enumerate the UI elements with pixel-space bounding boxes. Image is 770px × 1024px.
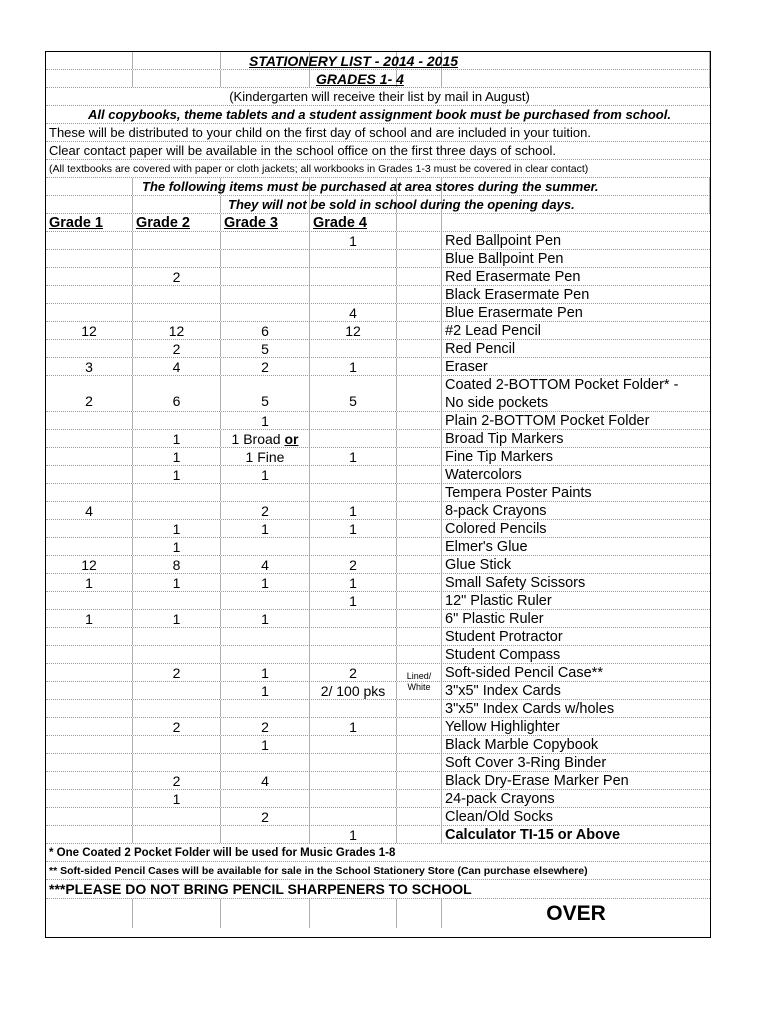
column-header-row bbox=[46, 214, 710, 232]
page-title: STATIONERY LIST - 2014 - 2015 bbox=[249, 52, 459, 69]
over-row bbox=[46, 899, 710, 928]
table-row bbox=[46, 322, 710, 340]
item-name: Small Safety Scissors bbox=[445, 574, 586, 591]
table-row bbox=[46, 754, 710, 772]
item-name: Tempera Poster Paints bbox=[445, 484, 592, 501]
table-row bbox=[46, 304, 710, 322]
qty-g4: 1 bbox=[310, 574, 397, 591]
item-name: #2 Lead Pencil bbox=[445, 322, 541, 339]
table-row: 2 6 5 5 Coated 2-BOTTOM Pocket Folder* - No side pockets bbox=[46, 376, 710, 412]
qty-g2 bbox=[133, 232, 221, 249]
qty-note bbox=[397, 646, 442, 663]
textbooks-note: (All textbooks are covered with paper or cloth jackets; all workbooks in Grades 1-3 must be covered in clear contact) bbox=[49, 162, 589, 175]
qty-note bbox=[397, 772, 442, 789]
qty-g1 bbox=[46, 592, 133, 609]
qty-g3 bbox=[221, 232, 310, 249]
qty-g1: 4 bbox=[46, 502, 133, 519]
qty-note bbox=[397, 700, 442, 717]
qty-g4: 4 bbox=[310, 304, 397, 321]
table-row bbox=[46, 520, 710, 538]
qty-g4 bbox=[310, 610, 397, 627]
textbooks-row bbox=[46, 160, 710, 178]
qty-g3 bbox=[221, 484, 310, 501]
qty-note bbox=[397, 574, 442, 591]
item-name: 8-pack Crayons bbox=[445, 502, 547, 519]
item-name: Soft Cover 3-Ring Binder bbox=[445, 754, 607, 771]
qty-g1: 1 bbox=[46, 574, 133, 591]
lined-note: Lined/ bbox=[406, 671, 432, 681]
qty-note bbox=[397, 286, 442, 303]
qty-g2: 1 bbox=[133, 448, 221, 465]
item-name: Blue Ballpoint Pen bbox=[445, 250, 564, 267]
item-name: Plain 2-BOTTOM Pocket Folder bbox=[445, 412, 650, 429]
qty-g1: 12 bbox=[46, 556, 133, 573]
qty-note bbox=[397, 520, 442, 537]
table-row bbox=[46, 358, 710, 376]
table-row bbox=[46, 538, 710, 556]
qty-g3 bbox=[221, 304, 310, 321]
qty-note bbox=[397, 340, 442, 357]
table-row bbox=[46, 232, 710, 250]
qty-note bbox=[397, 250, 442, 267]
qty-g1 bbox=[46, 232, 133, 249]
qty-g4 bbox=[310, 628, 397, 645]
table-row bbox=[46, 412, 710, 430]
qty-g1 bbox=[46, 340, 133, 357]
contact-paper-row bbox=[46, 142, 710, 160]
qty-g2: 1 bbox=[133, 610, 221, 627]
stationery-list-sheet bbox=[45, 51, 711, 938]
pencil-case-footnote: ** Soft-sided Pencil Cases will be available for sale in the School Stationery Store (Can purchase elsewhere) bbox=[49, 864, 588, 877]
qty-g1: 3 bbox=[46, 358, 133, 375]
item-name: Fine Tip Markers bbox=[445, 448, 553, 465]
item-name: 12" Plastic Ruler bbox=[445, 592, 552, 609]
table-row: 2 1 2 Lined/ Soft-sided Pencil Case** bbox=[46, 664, 710, 682]
qty-note bbox=[397, 556, 442, 573]
table-row bbox=[46, 448, 710, 466]
item-name: Black Erasermate Pen bbox=[445, 286, 590, 303]
qty-g3: 2 bbox=[221, 718, 310, 735]
table-row bbox=[46, 700, 710, 718]
qty-g1 bbox=[46, 286, 133, 303]
qty-g3 bbox=[221, 700, 310, 717]
table-row bbox=[46, 340, 710, 358]
qty-g4 bbox=[310, 736, 397, 753]
kinder-row bbox=[46, 88, 710, 106]
qty-g2 bbox=[133, 412, 221, 429]
qty-g4 bbox=[310, 340, 397, 357]
qty-g1: 1 bbox=[46, 610, 133, 627]
qty-g4: 1 bbox=[310, 520, 397, 537]
qty-g2: 1 bbox=[133, 466, 221, 483]
qty-g4: 1 bbox=[310, 358, 397, 375]
qty-g2 bbox=[133, 286, 221, 303]
qty-g4: 1 bbox=[310, 718, 397, 735]
qty-g3: 6 bbox=[221, 322, 310, 339]
kindergarten-note: (Kindergarten will receive their list by mail in August) bbox=[229, 89, 530, 104]
table-row bbox=[46, 286, 710, 304]
qty-note bbox=[397, 538, 442, 555]
item-name: Student Protractor bbox=[445, 628, 563, 645]
qty-g4 bbox=[310, 286, 397, 303]
table-row bbox=[46, 772, 710, 790]
item-name: 3"x5" Index Cards bbox=[445, 682, 561, 699]
table-row bbox=[46, 484, 710, 502]
qty-g1: 12 bbox=[46, 322, 133, 339]
item-name: Black Marble Copybook bbox=[445, 736, 599, 753]
qty-g1 bbox=[46, 628, 133, 645]
qty-g3 bbox=[221, 592, 310, 609]
table-row bbox=[46, 250, 710, 268]
qty-g1 bbox=[46, 250, 133, 267]
distributed-row bbox=[46, 124, 710, 142]
qty-g4 bbox=[310, 250, 397, 267]
qty-g4: 2 bbox=[310, 556, 397, 573]
item-name: Glue Stick bbox=[445, 556, 512, 573]
qty-g1 bbox=[46, 790, 133, 807]
qty-g3: 1 bbox=[221, 520, 310, 537]
qty-g4: 12 bbox=[310, 322, 397, 339]
qty-g2 bbox=[133, 736, 221, 753]
qty-g4 bbox=[310, 808, 397, 825]
qty-g1 bbox=[46, 538, 133, 555]
qty-g4 bbox=[310, 754, 397, 771]
item-name: 6" Plastic Ruler bbox=[445, 610, 544, 627]
qty-g2 bbox=[133, 304, 221, 321]
qty-g3: 1 bbox=[221, 412, 310, 429]
qty-g2: 1 bbox=[133, 538, 221, 555]
qty-g2: 4 bbox=[133, 358, 221, 375]
item-name: Black Dry-Erase Marker Pen bbox=[445, 772, 629, 789]
item-name: Watercolors bbox=[445, 466, 522, 483]
item-rows-a bbox=[46, 232, 710, 376]
item-name: Blue Erasermate Pen bbox=[445, 304, 583, 321]
not-sold-row bbox=[46, 196, 710, 214]
qty-note bbox=[397, 268, 442, 285]
table-row bbox=[46, 268, 710, 286]
qty-g2 bbox=[133, 808, 221, 825]
qty-g3: 2 bbox=[221, 358, 310, 375]
qty-g2 bbox=[133, 250, 221, 267]
item-name: Red Erasermate Pen bbox=[445, 268, 581, 285]
item-rows-c bbox=[46, 448, 710, 664]
qty-g1 bbox=[46, 700, 133, 717]
qty-g1 bbox=[46, 772, 133, 789]
qty-g2: 2 bbox=[133, 340, 221, 357]
qty-g4: 1 bbox=[310, 592, 397, 609]
qty-g2: 8 bbox=[133, 556, 221, 573]
qty-note bbox=[397, 412, 442, 429]
item-name: Elmer's Glue bbox=[445, 538, 528, 555]
column-header-grade-1: Grade 1 bbox=[46, 214, 133, 231]
qty-note bbox=[397, 232, 442, 249]
stores-note: The following items must be purchased at area stores during the summer. bbox=[142, 179, 599, 194]
grades-row bbox=[46, 70, 710, 88]
qty-g2 bbox=[133, 700, 221, 717]
qty-g3: 2 bbox=[221, 808, 310, 825]
qty-g4 bbox=[310, 772, 397, 789]
item-name: Calculator TI-15 or Above bbox=[445, 826, 621, 843]
qty-note bbox=[397, 736, 442, 753]
table-row bbox=[46, 718, 710, 736]
qty-g3: 1 bbox=[221, 736, 310, 753]
qty-g4 bbox=[310, 646, 397, 663]
qty-note bbox=[397, 718, 442, 735]
qty-g1 bbox=[46, 412, 133, 429]
qty-g3 bbox=[221, 646, 310, 663]
qty-g4 bbox=[310, 466, 397, 483]
qty-g4 bbox=[310, 538, 397, 555]
column-header-grade-4: Grade 4 bbox=[310, 214, 397, 231]
qty-note bbox=[397, 808, 442, 825]
table-row bbox=[46, 502, 710, 520]
qty-g2 bbox=[133, 592, 221, 609]
distributed-note: These will be distributed to your child on the first day of school and are included in your tuition. bbox=[49, 125, 591, 140]
item-name: Soft-sided Pencil Case** bbox=[445, 664, 603, 681]
qty-g3: 5 bbox=[221, 340, 310, 357]
item-name: Colored Pencils bbox=[445, 520, 547, 537]
qty-note bbox=[397, 358, 442, 375]
item-name: 24-pack Crayons bbox=[445, 790, 555, 807]
qty-g3 bbox=[221, 790, 310, 807]
sharpeners-row bbox=[46, 880, 710, 899]
qty-g4 bbox=[310, 268, 397, 285]
folder-footnote-row bbox=[46, 844, 710, 862]
item-name: Eraser bbox=[445, 358, 488, 375]
qty-g1 bbox=[46, 754, 133, 771]
qty-g2: 1 bbox=[133, 520, 221, 537]
qty-g2 bbox=[133, 754, 221, 771]
table-row bbox=[46, 610, 710, 628]
table-row bbox=[46, 556, 710, 574]
qty-g3: 1 bbox=[221, 610, 310, 627]
table-row: 1 1 Broad or Broad Tip Markers bbox=[46, 430, 710, 448]
qty-g3 bbox=[221, 268, 310, 285]
qty-g3: 1 bbox=[221, 574, 310, 591]
qty-g2: 2 bbox=[133, 718, 221, 735]
broad-or-fine-cell: 1 Broad or bbox=[221, 430, 310, 447]
item-name: 3"x5" Index Cards w/holes bbox=[445, 700, 615, 717]
qty-g1 bbox=[46, 808, 133, 825]
qty-g1 bbox=[46, 718, 133, 735]
title-row bbox=[46, 52, 710, 70]
qty-g1 bbox=[46, 736, 133, 753]
column-header-grade-2: Grade 2 bbox=[133, 214, 221, 231]
table-row bbox=[46, 574, 710, 592]
qty-g1 bbox=[46, 646, 133, 663]
table-row bbox=[46, 646, 710, 664]
qty-g1 bbox=[46, 268, 133, 285]
qty-note bbox=[397, 754, 442, 771]
qty-g2: 2 bbox=[133, 772, 221, 789]
qty-g3 bbox=[221, 754, 310, 771]
qty-g3 bbox=[221, 286, 310, 303]
sharpeners-warning: ***PLEASE DO NOT BRING PENCIL SHARPENERS TO SCHOOL bbox=[49, 881, 472, 897]
qty-g2 bbox=[133, 484, 221, 501]
qty-note bbox=[397, 592, 442, 609]
qty-note bbox=[397, 466, 442, 483]
table-row: 1 Calculator TI-15 or Above bbox=[46, 826, 710, 844]
item-name: Clean/Old Socks bbox=[445, 808, 553, 825]
item-name: Yellow Highlighter bbox=[445, 718, 560, 735]
qty-g4 bbox=[310, 484, 397, 501]
qty-note bbox=[397, 448, 442, 465]
qty-g4: 1 bbox=[310, 232, 397, 249]
table-row bbox=[46, 808, 710, 826]
over-label: OVER bbox=[546, 901, 606, 925]
table-row bbox=[46, 790, 710, 808]
copybooks-row bbox=[46, 106, 710, 124]
qty-note bbox=[397, 628, 442, 645]
qty-note bbox=[397, 610, 442, 627]
table-row bbox=[46, 736, 710, 754]
qty-g3: 1 Fine bbox=[221, 448, 310, 465]
qty-g4: 1 bbox=[310, 448, 397, 465]
item-name: Red Ballpoint Pen bbox=[445, 232, 562, 249]
qty-g3: 4 bbox=[221, 772, 310, 789]
contact-paper-note: Clear contact paper will be available in the school office on the first three days of school. bbox=[49, 143, 557, 158]
qty-g3: 2 bbox=[221, 502, 310, 519]
qty-g3: 4 bbox=[221, 556, 310, 573]
column-header-grade-3: Grade 3 bbox=[221, 214, 310, 231]
qty-note bbox=[397, 484, 442, 501]
grades-heading: GRADES 1- 4 bbox=[316, 71, 404, 87]
qty-g3 bbox=[221, 628, 310, 645]
qty-note bbox=[397, 304, 442, 321]
qty-g4 bbox=[310, 790, 397, 807]
copybooks-note: All copybooks, theme tablets and a student assignment book must be purchased from school. bbox=[88, 107, 671, 122]
folder-footnote: * One Coated 2 Pocket Folder will be used for Music Grades 1-8 bbox=[49, 846, 396, 859]
qty-g4 bbox=[310, 700, 397, 717]
qty-g2 bbox=[133, 502, 221, 519]
qty-g2 bbox=[133, 628, 221, 645]
item-rows-b bbox=[46, 412, 710, 430]
qty-g1 bbox=[46, 484, 133, 501]
qty-g2: 1 bbox=[133, 574, 221, 591]
qty-g2: 1 bbox=[133, 790, 221, 807]
table-row bbox=[46, 466, 710, 484]
qty-note bbox=[397, 790, 442, 807]
item-name: Student Compass bbox=[445, 646, 561, 663]
table-row: 1 2/ 100 pks White 3"x5" Index Cards bbox=[46, 682, 710, 700]
item-rows-d bbox=[46, 700, 710, 826]
qty-g2: 2 bbox=[133, 268, 221, 285]
item-name: Red Pencil bbox=[445, 340, 516, 357]
pencil-case-footnote-row bbox=[46, 862, 710, 880]
qty-g2: 12 bbox=[133, 322, 221, 339]
table-row bbox=[46, 628, 710, 646]
qty-g1 bbox=[46, 448, 133, 465]
qty-g1 bbox=[46, 520, 133, 537]
qty-g3: 1 bbox=[221, 466, 310, 483]
item-name: Broad Tip Markers bbox=[445, 430, 564, 447]
qty-note bbox=[397, 322, 442, 339]
qty-g3 bbox=[221, 250, 310, 267]
qty-g2 bbox=[133, 646, 221, 663]
qty-g3 bbox=[221, 538, 310, 555]
white-note: White bbox=[407, 682, 431, 692]
qty-g4 bbox=[310, 412, 397, 429]
qty-note bbox=[397, 502, 442, 519]
item-name: Coated 2-BOTTOM Pocket Folder* - No side pockets bbox=[445, 376, 679, 411]
table-row bbox=[46, 592, 710, 610]
qty-g1 bbox=[46, 466, 133, 483]
not-sold-note: They will not be sold in school during the opening days. bbox=[228, 197, 575, 212]
stores-row bbox=[46, 178, 710, 196]
qty-g4: 1 bbox=[310, 502, 397, 519]
qty-g1 bbox=[46, 304, 133, 321]
